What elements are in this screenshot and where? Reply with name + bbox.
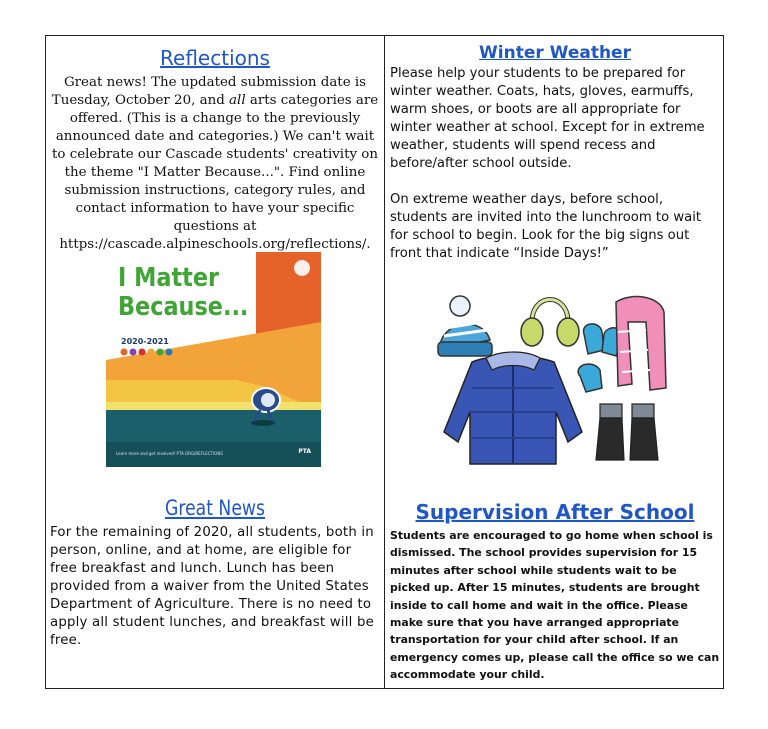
winter-weather-para2: On extreme weather days, before school, students are invited into the lunchroom to wait for school to begin. Look for the big signs out front that indicate “Inside Days!” bbox=[390, 192, 702, 261]
great-news-title: Great News bbox=[165, 496, 265, 520]
poster-year: 2020-2021 bbox=[121, 337, 169, 346]
mittens-icon bbox=[578, 324, 622, 392]
winter-weather-title: Winter Weather bbox=[479, 43, 631, 63]
supervision-body: Students are encouraged to go home when school is dismissed. The school provides supervision for 15 minutes after school while students wait to be picked up. After 15 minutes, students are brought inside to call home and wait in the office. Please make sure that you have arranged appropriate transportation for your child after school. If an emergency comes up, please call the office so we can accommodate your child. bbox=[390, 529, 720, 682]
column-divider bbox=[384, 35, 385, 689]
winter-hat-icon bbox=[438, 296, 492, 356]
poster-title-line2: Because... bbox=[118, 292, 249, 322]
reflections-body bbox=[50, 74, 380, 254]
reflections-body-part1: Great news! The updated submission date is Tuesday, October 20, and bbox=[51, 75, 367, 108]
earmuffs-icon bbox=[521, 300, 579, 347]
supervision-section bbox=[390, 500, 720, 684]
poster-pta-logo: PTA bbox=[298, 448, 311, 455]
winter-weather-section bbox=[390, 40, 720, 263]
supervision-title: Supervision After School bbox=[415, 500, 695, 524]
poster-footer: Learn more and get involved! PTA.ORG/REFLECTIONS bbox=[116, 451, 223, 456]
reflections-body-part2: arts categories are offered. (This is a change to the previously announced date and categories.) We can't wait to celebrate our Cascade students' creativity on the theme "I Matter Because...". Find online submission instructions, category rules, and contact information to have your specific questions at https://cascade.alpineschools.org/reflections/. bbox=[52, 93, 379, 252]
poster-title-line1: I Matter bbox=[118, 263, 220, 293]
winter-weather-para1: Please help your students to be prepared for winter weather. Coats, hats, gloves, earmuffs, warm shoes, or boots are all appropriate for winter weather at school. Except for in extreme weather, students will spend recess and before/after school outside. bbox=[390, 66, 705, 171]
boots-icon bbox=[596, 404, 658, 460]
winter-clothes-illustration bbox=[432, 292, 672, 470]
reflections-section bbox=[50, 40, 380, 254]
winter-clothes-art bbox=[432, 292, 672, 470]
reflections-body-italic: all bbox=[229, 93, 246, 108]
great-news-body: For the remaining of 2020, all students, both in person, online, and at home, are eligible for free breakfast and lunch. Lunch has been provided from a waiver from the United States Department of Agriculture. There is no need to apply all student lunches, and breakfast will be free. bbox=[50, 525, 374, 648]
poster-title bbox=[118, 264, 248, 322]
puffer-jacket-icon bbox=[444, 352, 582, 464]
i-matter-because-poster bbox=[106, 252, 321, 467]
reflections-title: Reflections bbox=[160, 46, 270, 70]
great-news-section bbox=[50, 496, 380, 650]
scarf-icon bbox=[616, 297, 666, 390]
